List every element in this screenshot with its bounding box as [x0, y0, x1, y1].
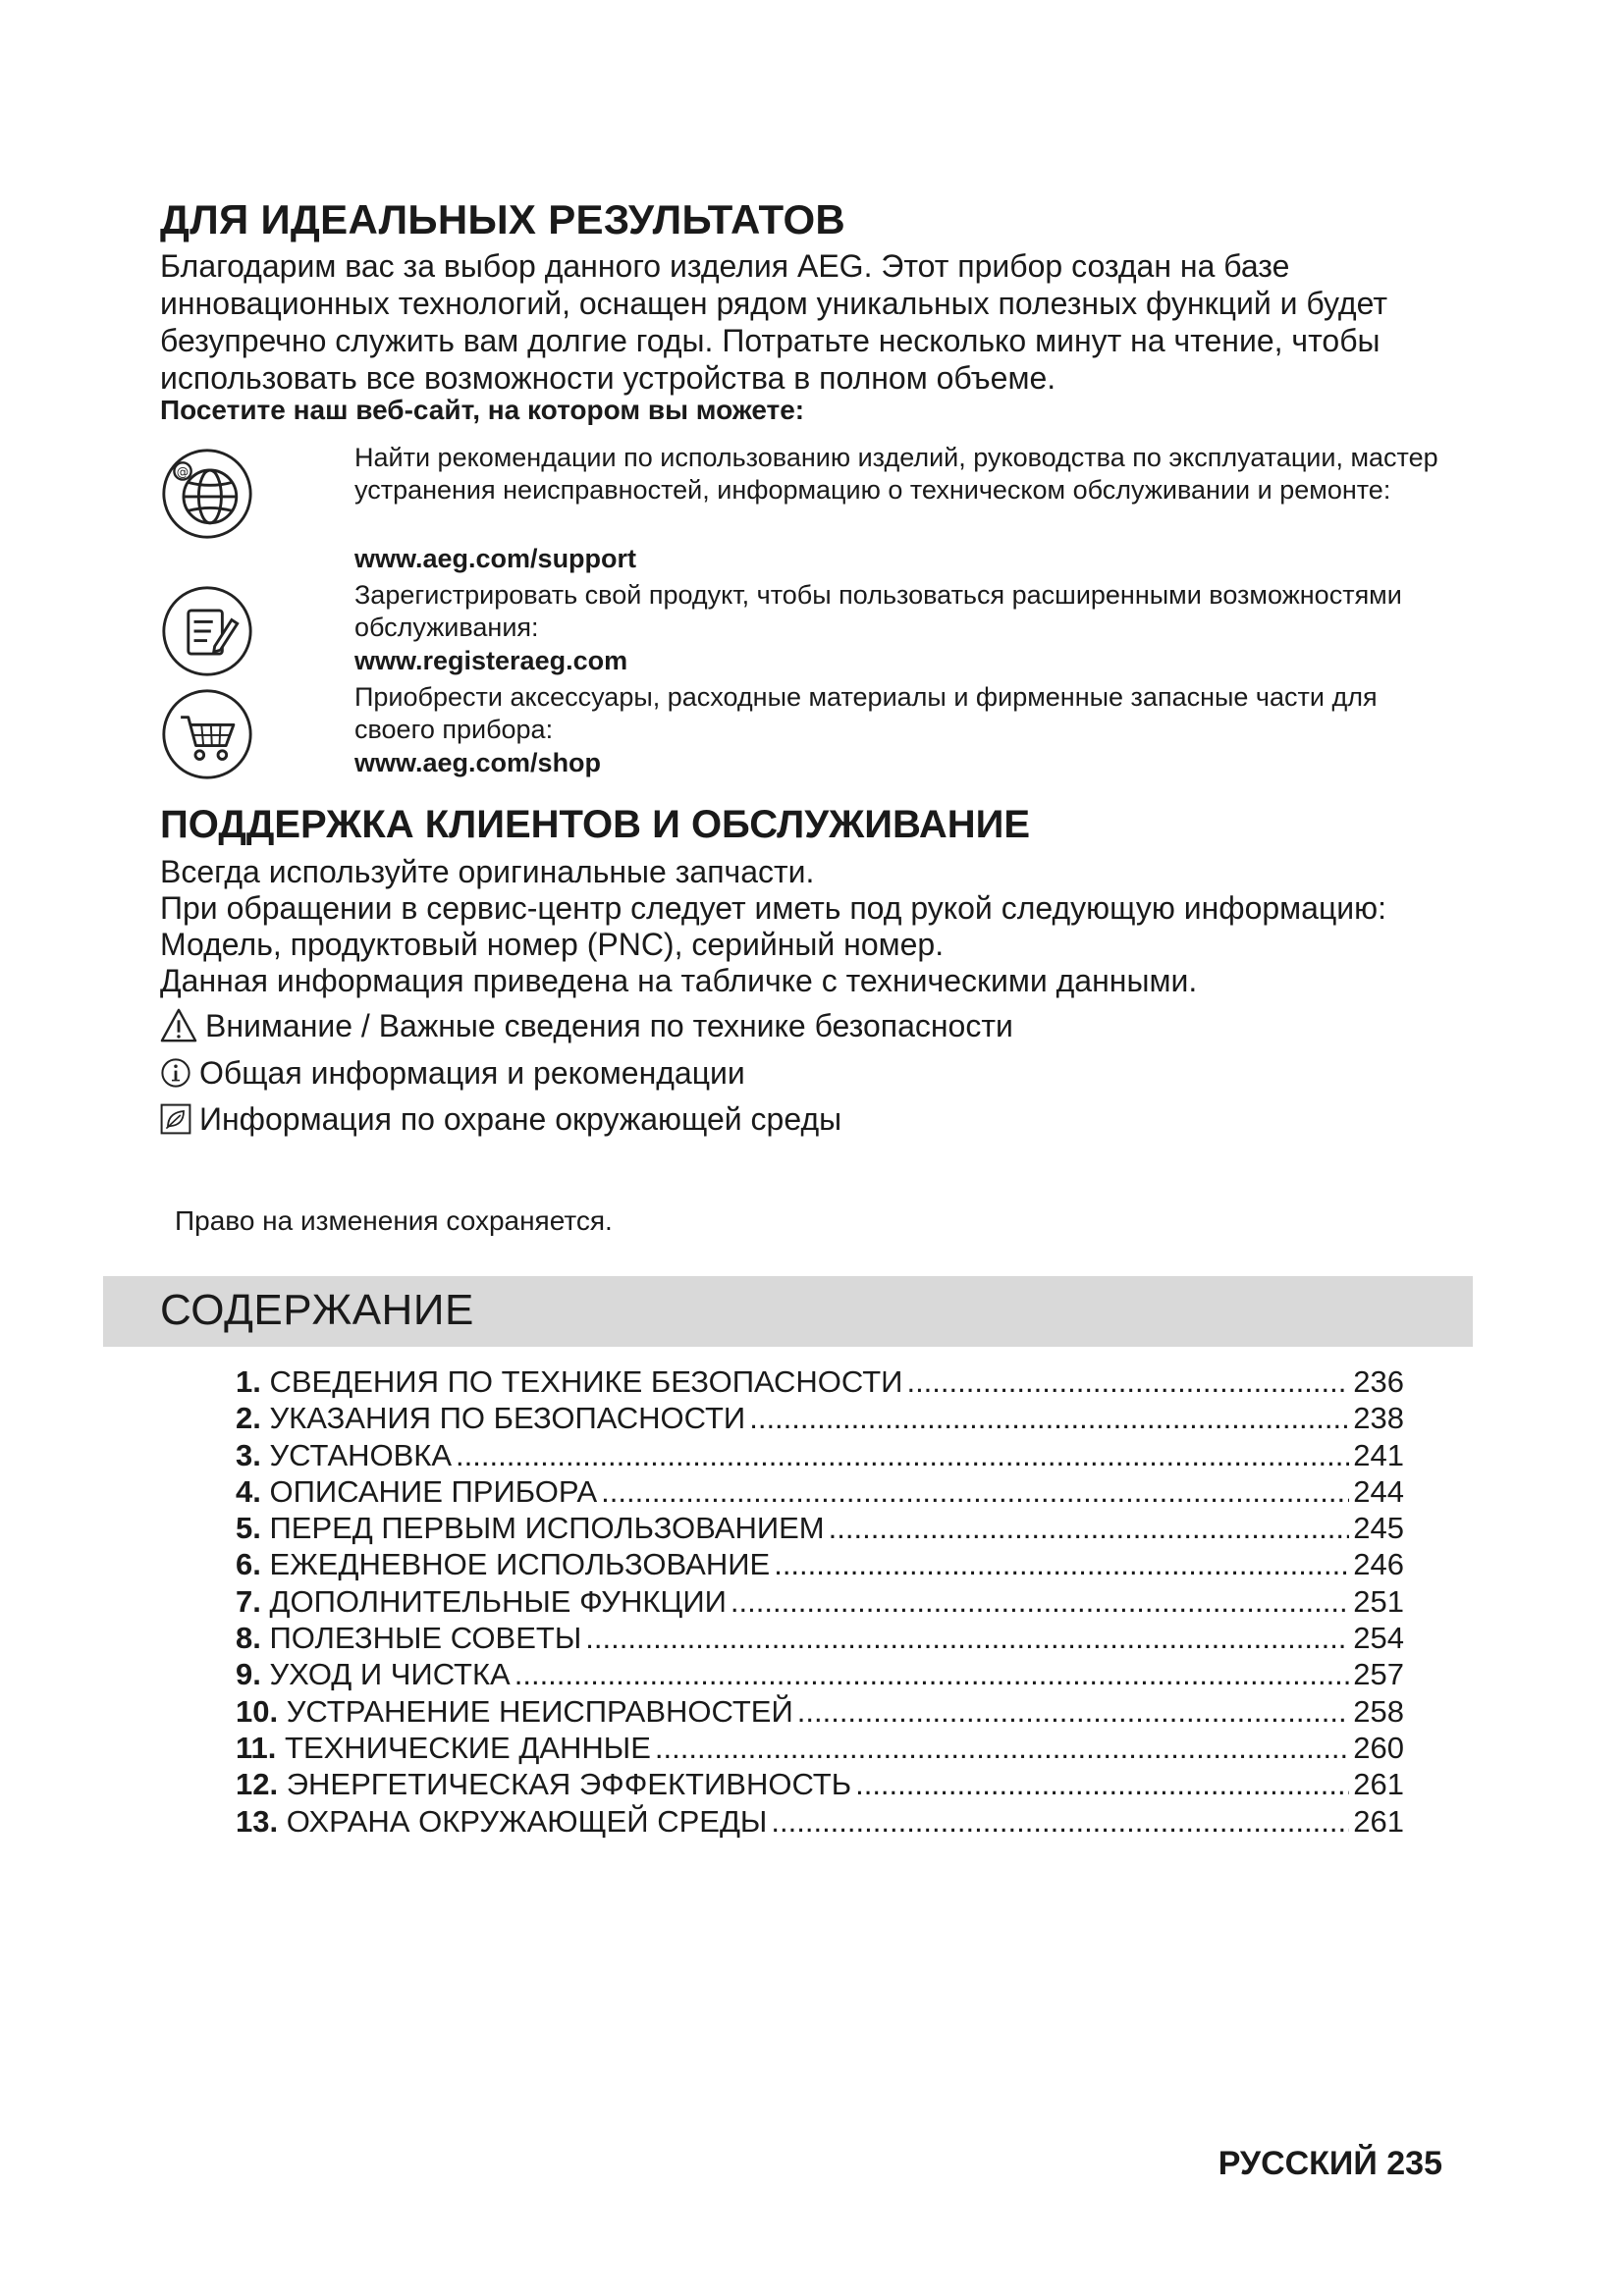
toc-item[interactable]	[236, 1438, 1404, 1474]
toc-leader	[585, 1621, 1349, 1656]
toc-item-number: 9.	[236, 1657, 261, 1692]
support-link[interactable]: www.aeg.com/support	[354, 544, 637, 573]
toc-item[interactable]	[236, 1804, 1404, 1841]
toc-leader	[601, 1474, 1349, 1510]
table-of-contents	[236, 1364, 1404, 1841]
toc-item-page: 261	[1353, 1767, 1404, 1802]
toc-item[interactable]	[236, 1474, 1404, 1511]
page-footer	[1218, 2145, 1442, 2183]
support-service-text: Найти рекомендации по использованию изделий, руководства по эксплуатации, мастер устранения неисправностей, информацию о техническом обслуживании и ремонте:	[354, 443, 1438, 505]
warning-icon	[160, 1007, 197, 1044]
toc-item-page: 258	[1353, 1693, 1404, 1729]
toc-item[interactable]	[236, 1657, 1404, 1693]
toc-item-label: ТЕХНИЧЕСКИЕ ДАННЫЕ	[285, 1730, 651, 1765]
svg-text:@: @	[176, 463, 189, 479]
toc-leader	[655, 1731, 1349, 1766]
toc-item-label: УКАЗАНИЯ ПО БЕЗОПАСНОСТИ	[269, 1401, 746, 1436]
toc-item-label: ОХРАНА ОКРУЖАЮЩЕЙ СРЕДЫ	[286, 1803, 768, 1839]
toc-item-page: 238	[1353, 1401, 1404, 1436]
toc-item[interactable]	[236, 1767, 1404, 1803]
toc-title: СОДЕРЖАНИЕ	[160, 1286, 474, 1334]
toc-item-page: 244	[1353, 1473, 1404, 1509]
toc-leader	[906, 1364, 1349, 1400]
toc-leader	[749, 1401, 1349, 1436]
toc-item[interactable]	[236, 1584, 1404, 1621]
register-service-text: Зарегистрировать свой продукт, чтобы пользоваться расширенными возможностями обслуживания:	[354, 580, 1402, 642]
legend-info-text: Общая информация и рекомендации	[199, 1054, 745, 1091]
legend-warning-text: Внимание / Важные сведения по технике безопасности	[205, 1007, 1013, 1043]
toc-leader	[797, 1694, 1350, 1730]
toc-leader	[731, 1584, 1349, 1620]
toc-item-label: ПОЛЕЗНЫЕ СОВЕТЫ	[269, 1621, 582, 1656]
toc-item-page: 236	[1353, 1364, 1404, 1399]
support-line: При обращении в сервис-центр следует иметь под рукой следующую информацию:	[160, 890, 1387, 926]
environment-icon	[160, 1103, 191, 1135]
toc-leader	[771, 1804, 1349, 1840]
legend-warning	[160, 1006, 1013, 1045]
support-line: Всегда используйте оригинальные запчасти.	[160, 854, 815, 889]
best-results-heading: ДЛЯ ИДЕАЛЬНЫХ РЕЗУЛЬТАТОВ	[160, 196, 846, 242]
toc-item-label: ПЕРЕД ПЕРВЫМ ИСПОЛЬЗОВАНИЕМ	[269, 1511, 825, 1546]
toc-leader	[855, 1767, 1349, 1802]
toc-item-page: 260	[1353, 1730, 1404, 1765]
toc-leader	[774, 1547, 1349, 1582]
intro-paragraph: Благодарим вас за выбор данного изделия AEG. Этот прибор создан на базе инновационных технологий, оснащен рядом уникальных полезных функций и будет безупречно служить вам долгие годы. Потратьте несколько минут на чтение, чтобы использовать все возможности устройства в полном объеме.	[160, 248, 1387, 396]
toc-item[interactable]	[236, 1694, 1404, 1731]
toc-leader	[456, 1438, 1349, 1473]
toc-item-number: 5.	[236, 1511, 261, 1546]
toc-item-number: 8.	[236, 1621, 261, 1656]
footer-language: РУССКИЙ	[1218, 2145, 1378, 2182]
toc-item-number: 10.	[236, 1693, 279, 1729]
register-link[interactable]: www.registeraeg.com	[354, 646, 628, 675]
toc-item-number: 4.	[236, 1473, 261, 1509]
support-line: Модель, продуктовый номер (PNC), серийный номер.	[160, 927, 945, 962]
toc-item-label: УХОД И ЧИСТКА	[269, 1657, 511, 1692]
toc-item-label: ОПИСАНИЕ ПРИБОРА	[269, 1473, 598, 1509]
toc-item[interactable]	[236, 1731, 1404, 1767]
toc-item-label: УСТРАНЕНИЕ НЕИСПРАВНОСТЕЙ	[286, 1693, 793, 1729]
toc-item[interactable]	[236, 1364, 1404, 1401]
toc-item-page: 251	[1353, 1583, 1404, 1619]
shop-link[interactable]: www.aeg.com/shop	[354, 748, 602, 777]
toc-item-page: 257	[1353, 1657, 1404, 1692]
toc-item-page: 241	[1353, 1437, 1404, 1472]
toc-item-label: ЕЖЕДНЕВНОЕ ИСПОЛЬЗОВАНИЕ	[269, 1547, 771, 1582]
toc-item[interactable]	[236, 1547, 1404, 1583]
footer-page-number: 235	[1386, 2145, 1442, 2182]
toc-leader	[829, 1511, 1350, 1546]
rights-note: Право на изменения сохраняется.	[175, 1205, 613, 1236]
toc-item-number: 6.	[236, 1547, 261, 1582]
info-icon	[160, 1057, 191, 1089]
toc-item[interactable]	[236, 1621, 1404, 1657]
globe-icon	[160, 447, 254, 541]
toc-item-number: 12.	[236, 1767, 279, 1802]
register-icon	[160, 584, 254, 678]
toc-item[interactable]	[236, 1401, 1404, 1437]
toc-item-number: 7.	[236, 1583, 261, 1619]
shop-service-text: Приобрести аксессуары, расходные материалы и фирменные запасные части для своего прибора:	[354, 682, 1378, 744]
legend-environment-text: Информация по охране окружающей среды	[199, 1100, 842, 1137]
toc-item-page: 245	[1353, 1511, 1404, 1546]
toc-item-page: 261	[1353, 1803, 1404, 1839]
toc-item-number: 3.	[236, 1437, 261, 1472]
toc-item-page: 246	[1353, 1547, 1404, 1582]
toc-item-page: 254	[1353, 1621, 1404, 1656]
legend-info	[160, 1053, 745, 1093]
support-line: Данная информация приведена на табличке с техническими данными.	[160, 963, 1198, 998]
toc-item-label: УСТАНОВКА	[269, 1437, 453, 1472]
toc-item-label: ЭНЕРГЕТИЧЕСКАЯ ЭФФЕКТИВНОСТЬ	[286, 1767, 852, 1802]
toc-leader	[514, 1657, 1350, 1692]
toc-item-number: 13.	[236, 1803, 279, 1839]
legend-environment	[160, 1099, 841, 1139]
toc-item-label: СВЕДЕНИЯ ПО ТЕХНИКЕ БЕЗОПАСНОСТИ	[269, 1364, 903, 1399]
toc-item-number: 11.	[236, 1730, 277, 1765]
toc-item-number: 2.	[236, 1401, 261, 1436]
visit-website-label: Посетите наш веб-сайт, на котором вы можете:	[160, 395, 805, 425]
toc-item-number: 1.	[236, 1364, 261, 1399]
support-heading: ПОДДЕРЖКА КЛИЕНТОВ И ОБСЛУЖИВАНИЕ	[160, 803, 1031, 846]
toc-item[interactable]	[236, 1511, 1404, 1547]
toc-item-label: ДОПОЛНИТЕЛЬНЫЕ ФУНКЦИИ	[269, 1583, 727, 1619]
shopping-cart-icon	[160, 687, 254, 781]
